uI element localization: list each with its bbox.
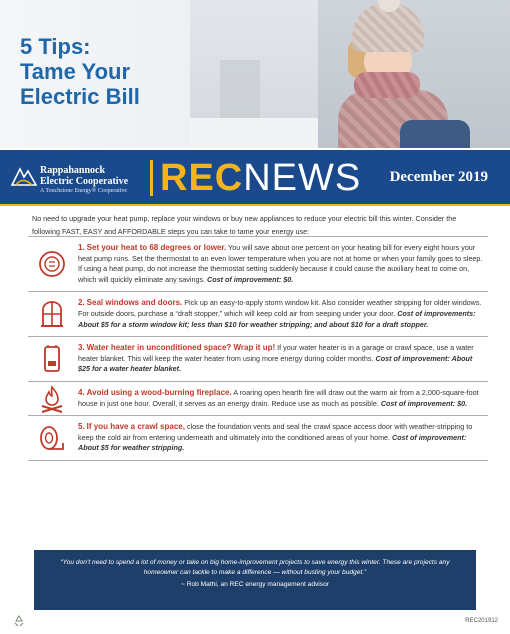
hero-image bbox=[0, 0, 510, 148]
quote-text: “You don’t need to spend a lot of money or take on big home-improvement projects to save energy this winter. These are projects any homeowner can tackle to make a difference — without busting your budget.” bbox=[60, 559, 450, 576]
tip-cost: Cost of improvement: About $5 for weather stripping. bbox=[78, 432, 467, 453]
tip-text bbox=[76, 382, 488, 415]
water-heater-icon bbox=[37, 344, 67, 374]
banner-divider bbox=[150, 160, 153, 196]
quote-box bbox=[34, 550, 476, 610]
tip-item bbox=[28, 236, 488, 291]
brand-rec: REC bbox=[160, 157, 244, 199]
hero-title bbox=[20, 34, 220, 109]
tip-text bbox=[76, 292, 488, 336]
tip-item bbox=[28, 415, 488, 461]
intro-paragraph: No need to upgrade your heat pump, replace your windows or buy new appliances to reduce your electric bill this winter. Consider the following FAST, EASY and AFFORDABLE steps you can take to tame your energy use: bbox=[32, 214, 457, 236]
tip-number: 1. bbox=[78, 243, 85, 252]
tip-item bbox=[28, 381, 488, 415]
thermostat-icon bbox=[37, 249, 67, 279]
tape-roll-icon bbox=[37, 423, 67, 453]
newsletter-banner bbox=[0, 150, 510, 206]
recycle-icon bbox=[12, 614, 26, 628]
issue-date: December 2019 bbox=[389, 169, 488, 185]
quote-attribution: ~ Rob Mathi, an REC energy management advisor bbox=[181, 581, 329, 588]
tip-body: If your water heater is in a garage or crawl space, use a water heater blanket. This will keep the water heater from using more energy during colder months. bbox=[78, 343, 474, 363]
tip-item bbox=[28, 336, 488, 381]
tip-cost: Cost of improvement: $0. bbox=[380, 398, 468, 408]
tip-heading: Set your heat to 68 degrees or lower. bbox=[86, 243, 227, 252]
fireplace-icon bbox=[37, 384, 67, 414]
organization-name bbox=[40, 165, 128, 196]
child-photo bbox=[330, 0, 480, 148]
window-icon bbox=[37, 299, 67, 329]
tip-cost: Cost of improvement: $0. bbox=[207, 274, 294, 284]
tip-number: 2. bbox=[78, 298, 85, 308]
tip-body: Pick up an easy-to-apply storm window kit. Also consider weather stripping for older windows. For outside doors, purchase a “draft stopper,” which will keep cold air from seeping under your door. bbox=[78, 298, 482, 318]
tips-list bbox=[28, 236, 488, 461]
org-name-line2: Electric Cooperative bbox=[40, 176, 129, 187]
document-code: REC201912 bbox=[465, 618, 498, 624]
tip-text bbox=[76, 237, 488, 291]
tip-number: 3. bbox=[78, 343, 85, 353]
org-name-line1: Rappahannock bbox=[40, 165, 106, 176]
hero-title-line: Electric Bill bbox=[20, 84, 140, 109]
newsletter-brand bbox=[160, 158, 361, 198]
tip-cost: Cost of improvements: About $5 for a storm window kit; less than $10 for weather stripping; and about $10 for a draft stopper. bbox=[78, 308, 476, 329]
tip-body: close the foundation vents and seal the crawl space access door with weather-stripping to keep the cold air from entering underneath and ultimately into the conditioned areas of your home. bbox=[78, 422, 473, 442]
tip-body: You will save about one percent on your heating bill for every eight hours your heat pump runs. Set the thermostat to an even lower temperature when you are not at home or when your family goes to sleep. If using a heat pump, do not increase the thermostat setting suddenly because it could cause the auxiliary heat to come on, which will quickly eliminate any savings. bbox=[78, 243, 483, 284]
hero-title-line: Tame Your bbox=[20, 59, 131, 84]
hero-title-line: 5 Tips: bbox=[20, 34, 91, 59]
tip-text bbox=[76, 337, 488, 381]
tip-heading: Water heater in unconditioned space? Wrap it up! bbox=[86, 343, 276, 353]
tip-body: A roaring open hearth fire will draw out the warm air from a 2,000-square-foot house in just one hour. Overall, it serves as an energy drain. Reduce use as much as possible. bbox=[78, 387, 479, 408]
tip-heading: If you have a crawl space, bbox=[86, 422, 185, 432]
tip-heading: Seal windows and doors. bbox=[86, 298, 183, 308]
tip-number: 5. bbox=[78, 422, 85, 432]
tip-item bbox=[28, 291, 488, 336]
tip-cost: Cost of improvement: About $25 for a water heater blanket. bbox=[78, 353, 473, 374]
tip-number: 4. bbox=[78, 387, 85, 397]
tip-text bbox=[76, 416, 488, 460]
tip-heading: Avoid using a wood-burning fireplace. bbox=[86, 387, 232, 397]
org-tagline: A Touchstone Energy® Cooperative bbox=[40, 188, 128, 194]
cooperative-logo-icon bbox=[10, 165, 38, 189]
brand-news: NEWS bbox=[243, 157, 362, 199]
